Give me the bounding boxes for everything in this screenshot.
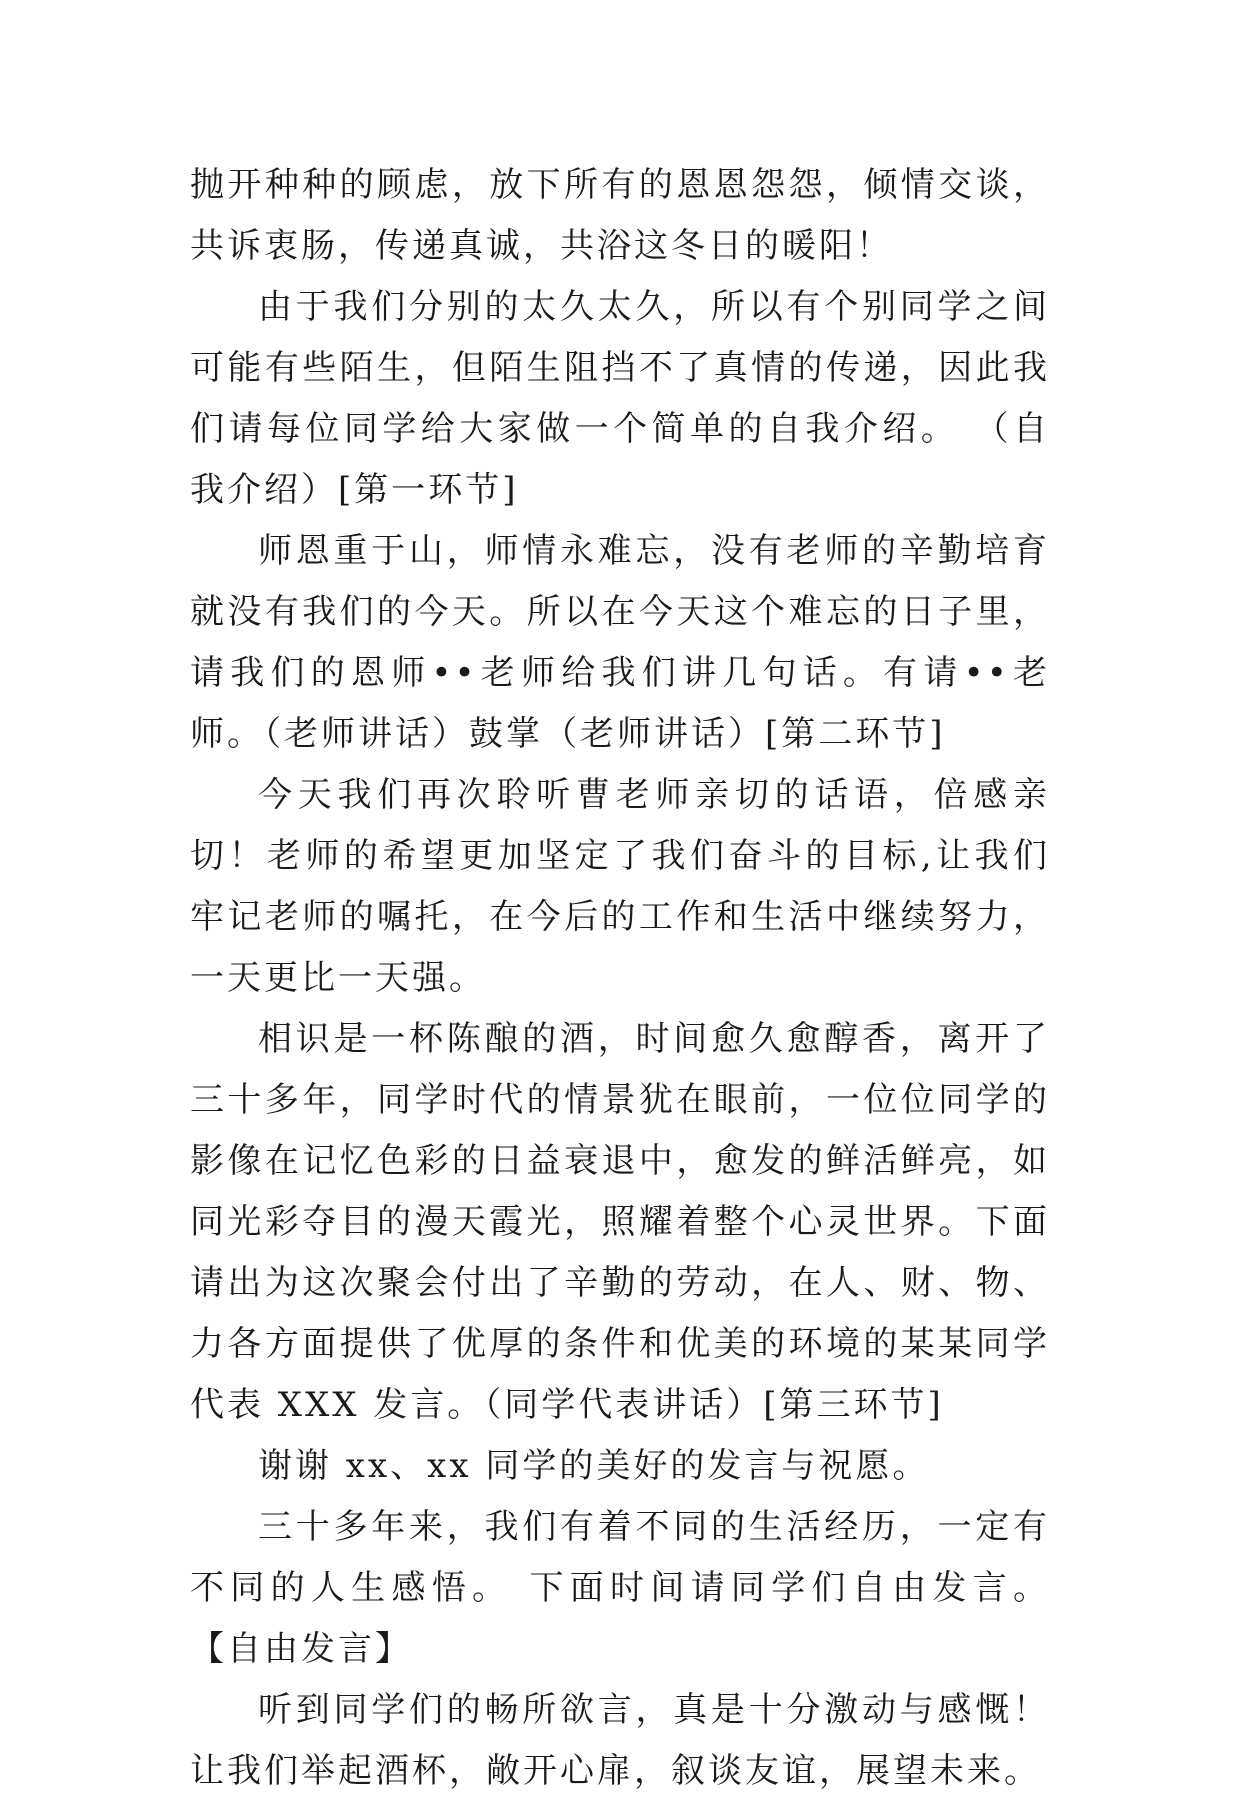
paragraph-teacher-thanks: 今天我们再次聆听曹老师亲切的话语，倍感亲切！老师的希望更加坚定了我们奋斗的目标,让我们牢记老师的嘱托，在今后的工作和生活中继续努力，一天更比一天强。 [190,775,1050,998]
paragraph-opening-continuation: 抛开种种的顾虑，放下所有的恩恩怨怨，倾情交谈，共诉衷肠，传递真诚，共浴这冬日的暖阳！ [190,165,1050,266]
document-body [190,155,1050,1802]
paragraph-classmate-representative: 相识是一杯陈酿的酒，时间愈久愈醇香，离开了三十多年，同学时代的情景犹在眼前，一位位同学的影像在记忆色彩的日益衰退中，愈发的鲜活鲜亮，如同光彩夺目的漫天霞光，照耀着整个心灵世界。下面请出为这次聚会付出了辛勤的劳动，在人、财、物、力各方面提供了优厚的条件和优美的环境的某某同学代表 XXX 发言。（同学代表讲话）[第三环节] [190,1019,1050,1425]
paragraph-free-speech: 三十多年来，我们有着不同的生活经历，一定有不同的人生感悟。 下面时间请同学们自由发言。 【自由发言】 [190,1507,1050,1669]
paragraph-thanks-speech: 谢谢 xx、xx 同学的美好的发言与祝愿。 [258,1446,930,1486]
paragraph-teacher-speech: 师恩重于山，师情永难忘，没有老师的辛勤培育就没有我们的今天。所以在今天这个难忘的日子里，请我们的恩师••老师给我们讲几句话。有请••老师。（老师讲话）鼓掌（老师讲话）[第二环节] [190,531,1050,754]
paragraph-self-introduction: 由于我们分别的太久太久，所以有个别同学之间可能有些陌生，但陌生阻挡不了真情的传递，因此我们请每位同学给大家做一个简单的自我介绍。 （自我介绍）[第一环节] [190,287,1050,510]
paragraph-toast: 听到同学们的畅所欲言，真是十分激动与感慨！让我们举起酒杯，敞开心扉，叙谈友谊，展望未来。 [190,1690,1050,1791]
